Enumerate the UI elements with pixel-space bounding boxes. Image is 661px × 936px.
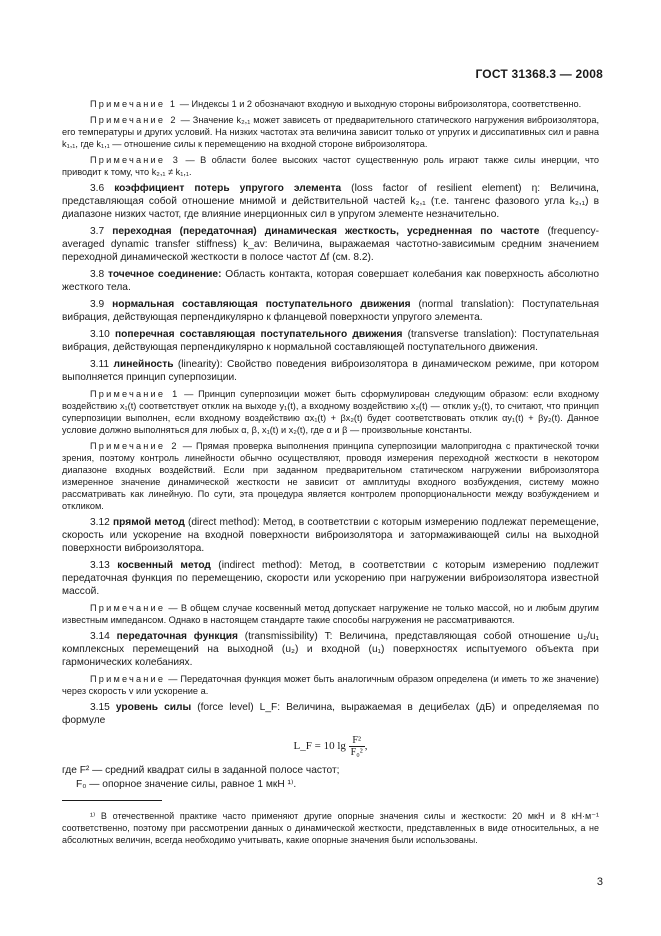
force-level-formula [62, 735, 599, 758]
term: поперечная составляющая поступательного движения [115, 329, 403, 340]
clause-number: 3.10 [90, 329, 110, 340]
definition-text: Область контакта, которая совершает колебания как поверхность абсолютно жесткого тела. [62, 269, 599, 293]
definition-text: (direct method): Метод, в соответствии с которым измерению подлежат перемещение, скорость или ускорение на входной поверхности виброизолятора и затормаживающей силы на выходной поверхности виброизолятора. [62, 517, 599, 554]
note-text: — Значение k₂,₁ может зависеть от предварительного статического нагружения виброизолятора, его температуры и других условий. На низких частотах эта величина зависит только от упругих и диссипативных сил и равна k₁,₁, где k₁,₁ — отношение силы к перемещению на входной стороне виброизолятора. [62, 115, 600, 149]
definition-3-6 [62, 182, 599, 221]
definition-3-13 [62, 559, 599, 598]
note-label: Примечание [90, 674, 166, 684]
definition-3-10 [62, 328, 599, 354]
definition-3-9 [62, 298, 599, 324]
term: линейность [113, 359, 174, 370]
formula-tail: , [364, 740, 368, 753]
page-number: 3 [596, 876, 603, 888]
note-text: — В общем случае косвенный метод допускает нагружение не только массой, но и любым другим известным импедансом. Однако в настоящем стандарте такие способы нагружения не рассматриваются. [62, 603, 599, 625]
definition-text: (transmissibility) T: Величина, представляющая собой отношение u₂/u₁ комплексных перемещений на выходной (u₂) и входной (u₁) поверхностях испытуемого объекта при гармонических колебаниях. [62, 631, 599, 668]
definition-3-12 [62, 516, 599, 555]
term: коэффициент потерь упругого элемента [114, 183, 342, 194]
note-label: Примечание [90, 603, 166, 613]
clause-number: 3.14 [90, 631, 110, 642]
footnote: ¹⁾ В отечественной практике часто применяют другие опорные значения силы и жесткости: 20 мкН и 8 кН·м⁻¹ соответственно, поэтому при рассмотрении данных о динамической жесткости, представленных в виде относительных, а не абсолютных величин, всегда необходимо учитывать, какие опорные значения были использованы. [62, 811, 599, 845]
term: нормальная составляющая поступательного движения [112, 299, 411, 310]
note-text: — В области более высоких частот существенную роль играют также силы инерции, что приводит к тому, что k₂,₁ ≠ k₁,₁. [62, 155, 599, 177]
note-top-3 [62, 154, 599, 178]
definition-text: (linearity): Свойство поведения виброизолятора в динамическом режиме, при котором выполняется принцип суперпозиции. [62, 359, 599, 383]
definition-text: (force level) L_F: Величина, выражаемая в децибелах (дБ) и определяемая по формуле [62, 702, 599, 726]
formula-numerator: F² [349, 735, 365, 747]
definition-f-squared: где F² — средний квадрат силы в заданной полосе частот; [62, 765, 340, 776]
note-label: Примечание 3 [90, 155, 181, 165]
note-3-11-2 [62, 440, 599, 512]
clause-number: 3.13 [90, 560, 110, 571]
note-text: — Индексы 1 и 2 обозначают входную и выходную стороны виброизолятора, соответственно. [177, 99, 582, 109]
note-top-1 [62, 98, 599, 110]
note-3-11-1 [62, 388, 599, 436]
definition-text: (transverse translation): Поступательная вибрация, действующая перпендикулярно к нормальной составляющей поступательного движения. [62, 329, 599, 353]
clause-number: 3.8 [90, 269, 105, 280]
clause-number: 3.6 [90, 183, 105, 194]
definition-3-14 [62, 630, 599, 669]
note-label: Примечание 1 [90, 389, 180, 399]
definition-text: (loss factor of resilient element) η: Величина, представляющая собой отношение мнимой и действительной частей k₂,₁ (т.е. тангенс фазового угла k₂,₁) в диапазоне низких частот, где влияние инерционных сил в упругом элементе незначительно. [62, 183, 599, 220]
note-text: — Прямая проверка выполнения принципа суперпозиции малопригодна с практической точки зрения, поэтому контроль линейности обычно осуществляют, проводя измерения переходной жесткости в некотором диапазоне входных воздействий. Если при заданном предварительном статическом нагружении виброизолятора измеренное значение динамической жесткости не зависит от амплитуды входного возбуждения, систему можно рассматривать как линейную. По сути, эта процедура является контролем пропорциональности между возбуждением и откликом. [62, 441, 599, 511]
definition-f0: F₀ — опорное значение силы, равное 1 мкН ¹⁾. [76, 779, 297, 790]
clause-number: 3.9 [90, 299, 105, 310]
note-label: Примечание 2 [90, 441, 179, 451]
clause-number: 3.12 [90, 517, 110, 528]
term: прямой метод [113, 517, 185, 528]
clause-number: 3.15 [90, 702, 110, 713]
note-3-14 [62, 673, 599, 697]
clause-number: 3.7 [90, 226, 105, 237]
note-top-2 [62, 114, 599, 150]
definition-3-7 [62, 225, 599, 264]
clause-number: 3.11 [90, 359, 110, 370]
document-code-header: ГОСТ 31368.3 — 2008 [475, 67, 603, 81]
page-body [62, 98, 599, 855]
term: косвенный метод [117, 560, 211, 571]
formula-lhs: L_F = 10 lg [293, 740, 346, 753]
note-3-13 [62, 602, 599, 626]
term: переходная (передаточная) динамическая жесткость, усредненная по частоте [112, 226, 540, 237]
definition-3-8 [62, 268, 599, 294]
note-label: Примечание 1 [90, 99, 178, 109]
definition-3-11 [62, 358, 599, 384]
formula-fraction [349, 735, 365, 758]
definition-text: (indirect method): Метод, в соответствии с которым измерению подлежит передаточная функция по перемещению, скорости или ускорению при нагружении виброизолятора известной массой. [62, 560, 599, 597]
footnote-divider [62, 800, 162, 801]
term: точечное соединение: [107, 269, 222, 280]
note-label: Примечание 2 [90, 115, 178, 125]
definition-text: (normal translation): Поступательная вибрация, действующая перпендикулярно к фланцевой поверхности упругого элемента. [62, 299, 600, 323]
definition-3-15 [62, 701, 599, 727]
term: уровень силы [115, 702, 192, 713]
note-text: — Передаточная функция может быть аналогичным образом определена (и иметь то же значение) через скорость v или ускорение a. [62, 674, 599, 696]
note-text: — Принцип суперпозиции может быть сформулирован следующим образом: если входному воздействию x₁(t) соответствует отклик на выходе y₁(t), а входному воздействию x₂(t) — отклик y₂(t), то считают, что принцип суперпозиции выполнен, если входному воздействию αx₁(t) + βx₂(t) будет соответствовать отклик αy₁(t) + βy₂(t). Данное условие должно выполняться для любых α, β, x₁(t) и x₂(t), где α и β — произвольные константы. [62, 389, 599, 435]
term: передаточная функция [116, 631, 238, 642]
definition-text: (frequency-averaged dynamic transfer stiffness) k_av: Величина, выражаемая частотно-зависимым средним значением переходной динамической жесткости в полосе частот Δf (см. 8.2). [62, 226, 599, 263]
formula-definitions [62, 764, 599, 792]
formula-denominator: F₀² [350, 747, 363, 758]
